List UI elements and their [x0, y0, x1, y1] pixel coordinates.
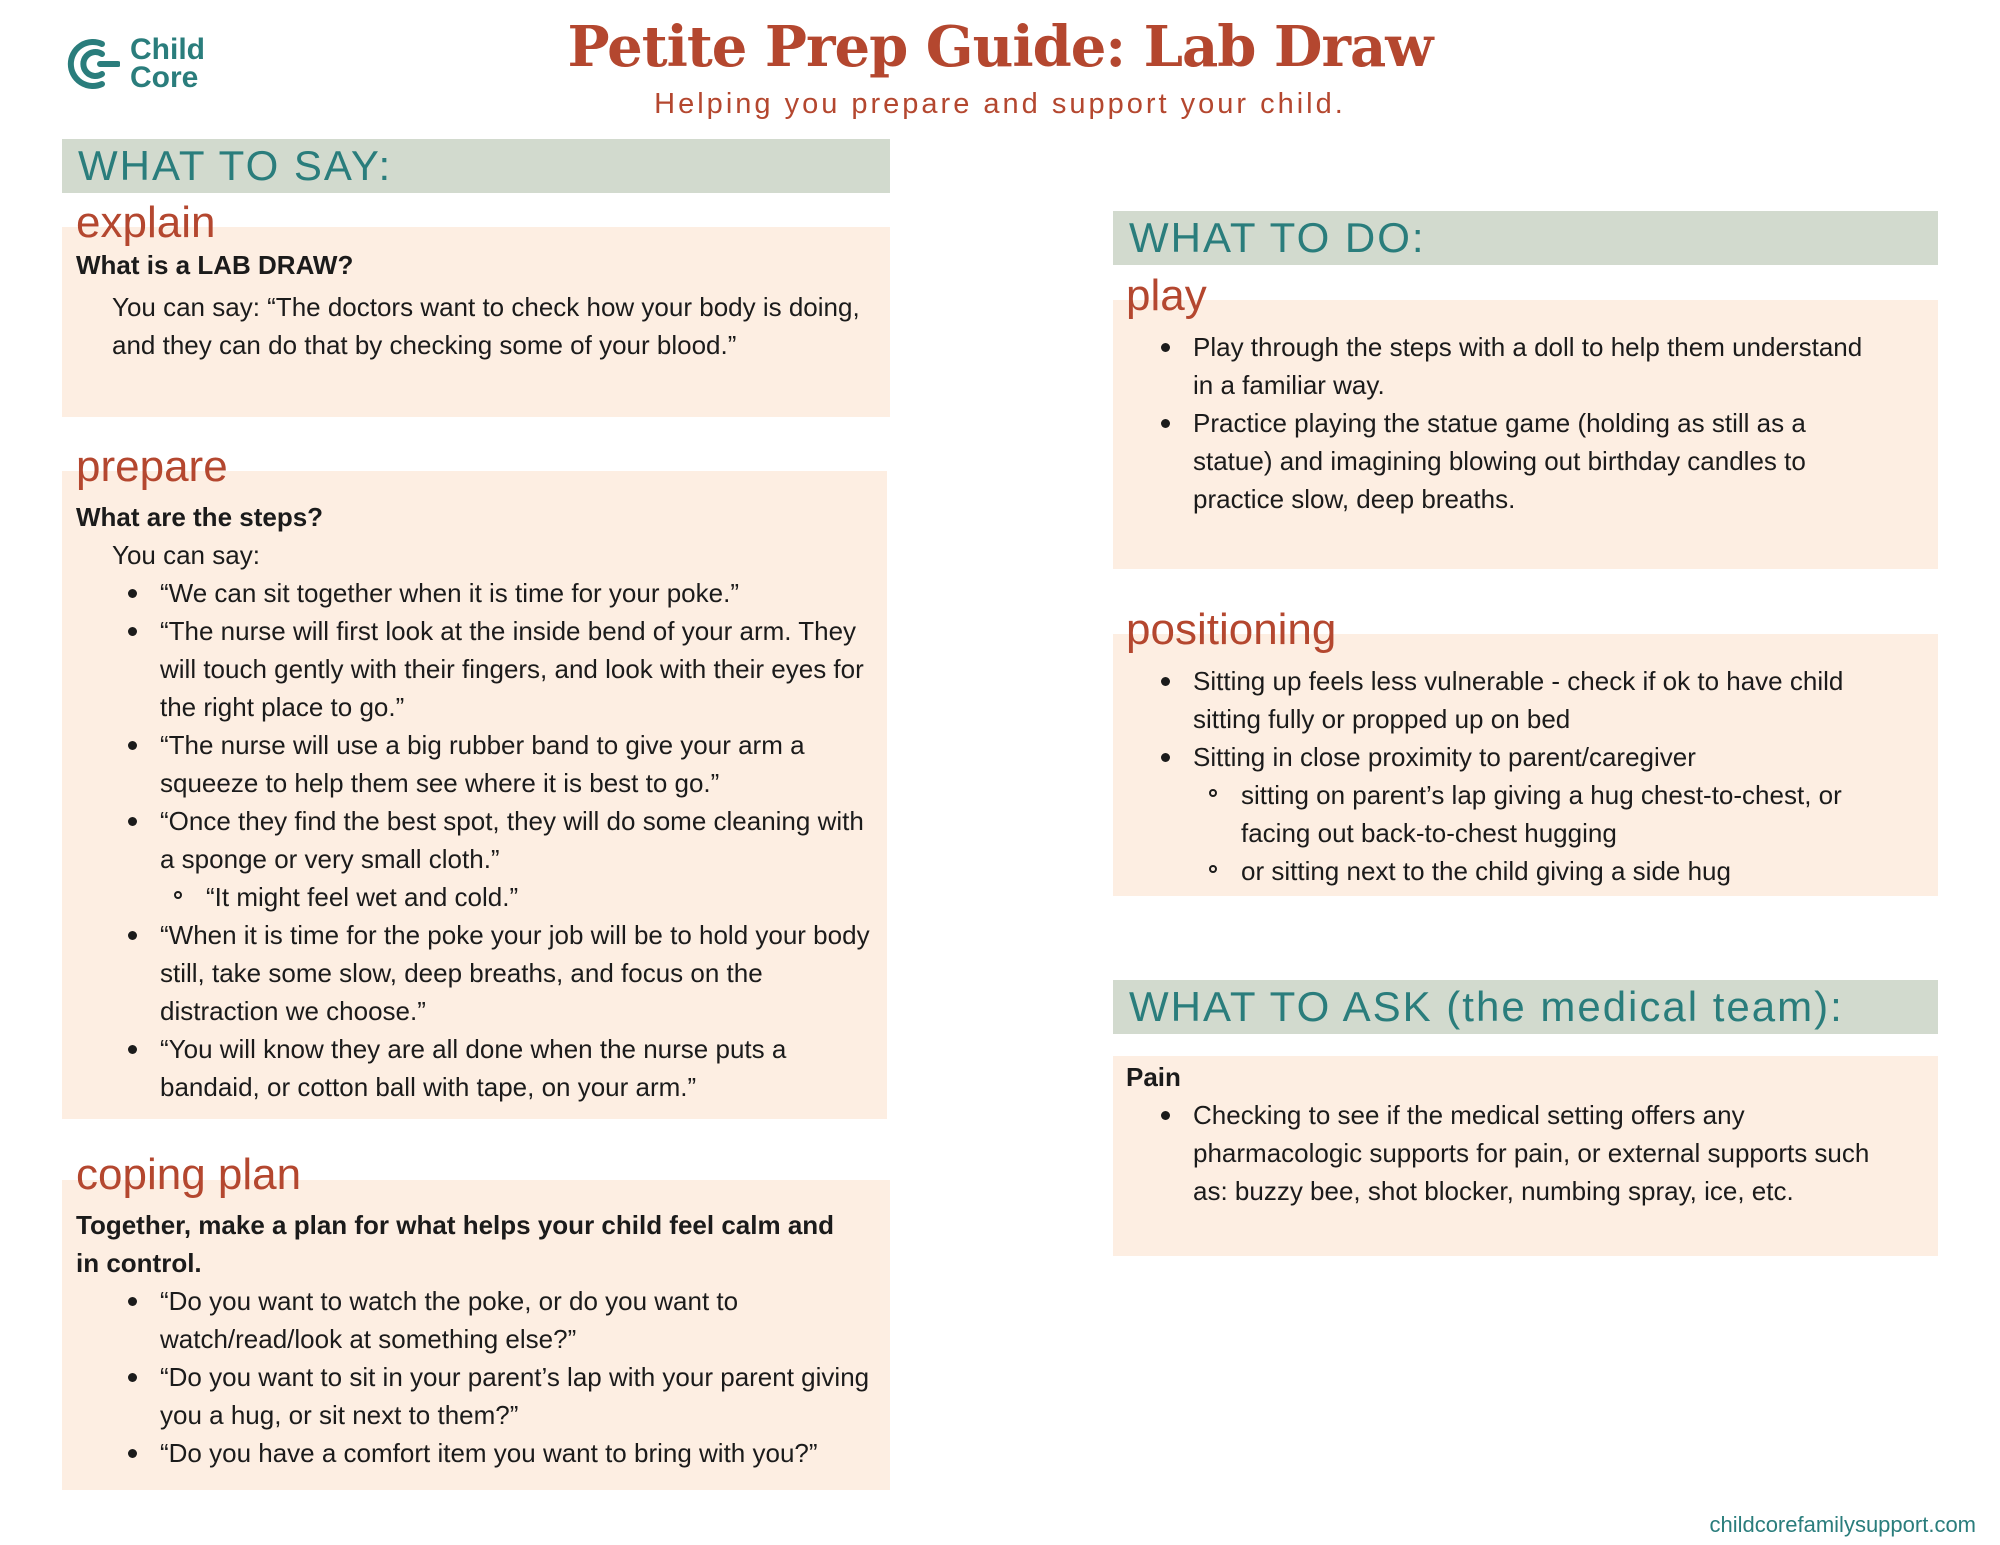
logo-line2: Core — [130, 61, 199, 94]
list-item: “The nurse will first look at the inside bend of your arm. They will touch gently with their fingers, and look with their eyes for the right place to go.” — [76, 612, 876, 726]
list-item: “We can sit together when it is time for your poke.” — [76, 574, 876, 612]
prepare-content — [76, 498, 876, 1106]
logo-line1: Child — [130, 33, 205, 66]
list-item: “When it is time for the poke your job will be to hold your body still, take some slow, deep breaths, and focus on the distraction we choose.” — [76, 916, 876, 1030]
what-to-do-heading: WHAT TO DO: — [1113, 211, 1938, 265]
list-item: “Do you want to sit in your parent’s lap with your parent giving you a hug, or sit next to them?” — [76, 1358, 876, 1434]
list-item: “You will know they are all done when the nurse puts a bandaid, or cotton ball with tape, on your arm.” — [76, 1030, 876, 1106]
list-item: Checking to see if the medical setting offers any pharmacologic supports for pain, or external supports such as: buzzy bee, shot blocker, numbing spray, ice, etc. — [1113, 1096, 1873, 1210]
list-item: Practice playing the statue game (holding as still as a statue) and imagining blowing out birthday candles to practice slow, deep breaths. — [1113, 404, 1873, 518]
sub-list-item: or sitting next to the child giving a side hug — [1113, 852, 1913, 890]
explain-answer: You can say: “The doctors want to check how your body is doing, and they can do that by checking some of your blood.” — [112, 292, 860, 360]
prepare-intro: You can say: — [112, 540, 260, 570]
play-title: play — [1126, 271, 1207, 320]
explain-title: explain — [76, 198, 216, 247]
list-item: “Once they find the best spot, they will do some cleaning with a sponge or very small cloth.” — [76, 802, 876, 878]
list-item: “The nurse will use a big rubber band to give your arm a squeeze to help them see where it is best to go.” — [76, 726, 876, 802]
coping-title: coping plan — [76, 1150, 302, 1199]
what-to-ask-heading: WHAT TO ASK (the medical team): — [1113, 980, 1938, 1034]
footer-url[interactable]: childcorefamilysupport.com — [1709, 1512, 1976, 1537]
list-item: “Do you want to watch the poke, or do you want to watch/read/look at something else?” — [76, 1282, 876, 1358]
ask-list-wrap — [1113, 1096, 1873, 1210]
list-item: Play through the steps with a doll to help them understand in a familiar way. — [1113, 328, 1873, 404]
explain-question: What is a LAB DRAW? — [76, 250, 354, 280]
positioning-list — [1113, 662, 1913, 890]
list-item: “Do you have a comfort item you want to bring with you?” — [76, 1434, 876, 1472]
sub-list-item: “It might feel wet and cold.” — [76, 878, 876, 916]
prepare-list — [76, 574, 876, 1106]
play-list — [1113, 328, 1873, 518]
page-title: Petite Prep Guide: Lab Draw — [567, 14, 1433, 80]
list-item: Sitting in close proximity to parent/caregiver — [1113, 738, 1913, 776]
coping-content — [76, 1206, 876, 1472]
coping-lead: Together, make a plan for what helps your child feel calm and in control. — [76, 1210, 835, 1278]
ask-topic: Pain — [1126, 1062, 1181, 1092]
list-item: Sitting up feels less vulnerable - check if ok to have child sitting fully or propped up on bed — [1113, 662, 1913, 738]
page-subtitle: Helping you prepare and support your child. — [654, 88, 1346, 120]
play-content — [1113, 328, 1873, 518]
positioning-content — [1113, 662, 1913, 890]
coping-list — [76, 1282, 876, 1472]
what-to-say-heading: WHAT TO SAY: — [62, 139, 890, 193]
ask-content — [1126, 1058, 1896, 1096]
prepare-title: prepare — [76, 442, 228, 491]
explain-content — [76, 246, 876, 364]
positioning-title: positioning — [1126, 605, 1337, 654]
sub-list-item: sitting on parent’s lap giving a hug chest-to-chest, or facing out back-to-chest hugging — [1113, 776, 1913, 852]
prepare-question: What are the steps? — [76, 502, 324, 532]
ask-list — [1113, 1096, 1873, 1210]
